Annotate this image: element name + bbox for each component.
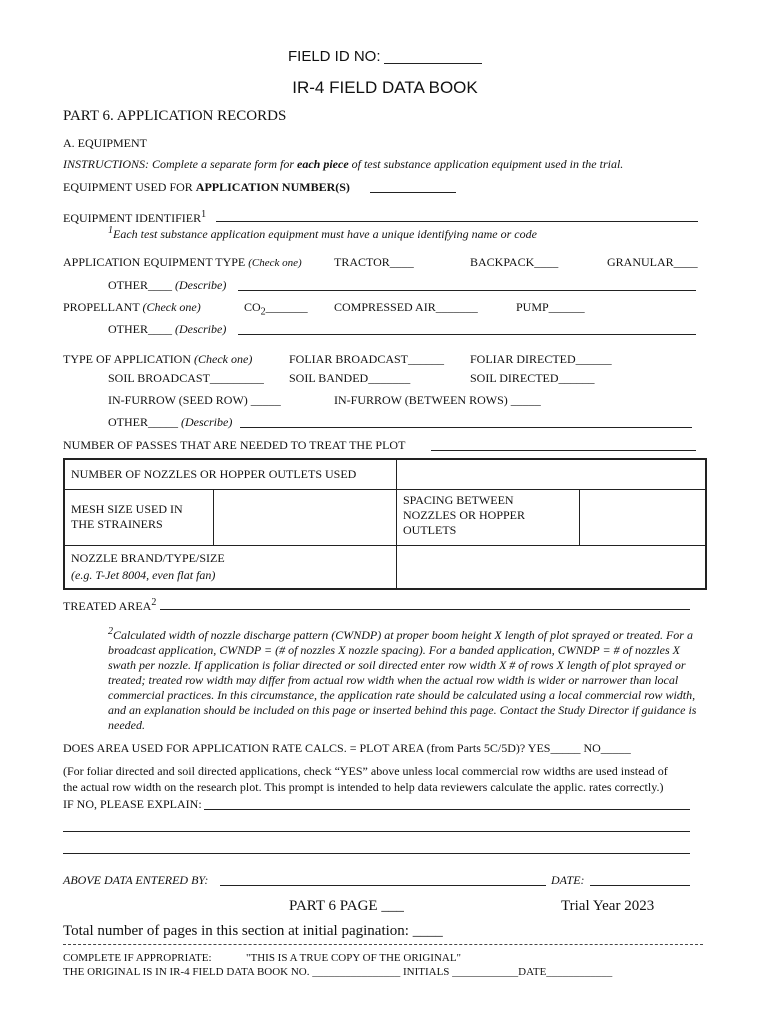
- equipment-identifier-label: EQUIPMENT IDENTIFIER$^1$: [63, 209, 207, 225]
- explain-field-2[interactable]: [63, 831, 690, 832]
- application-number-field[interactable]: [370, 192, 456, 193]
- equipment-other-describe-field[interactable]: [238, 290, 696, 291]
- nozzles-label-cell: NUMBER OF NOZZLES OR HOPPER OUTLETS USED: [64, 459, 397, 489]
- propellant-other-option[interactable]: OTHER____ (Describe): [108, 322, 227, 336]
- entered-by-field[interactable]: [220, 885, 546, 886]
- tractor-option[interactable]: TRACTOR____: [334, 255, 414, 269]
- above-data-entered-label: ABOVE DATA ENTERED BY:: [63, 873, 209, 887]
- field-id-input-line[interactable]: [384, 63, 482, 64]
- explain-field-3[interactable]: [63, 853, 690, 854]
- footnote-2: $^2$Calculated width of nozzle discharge pattern (CWNDP) at proper boom height X length of plot sprayed or treated. For a broadcast application, CWNDP = (# of nozzles X nozzle spacing). For a banded application, CWNDP = # of nozzles X swath per nozzle. If application is foliar directed or soil directed enter row width X # of rows X length of plot sprayed or treated; treated row width may differ from actual row width when the actual row width is wider or narrower than local commercial practices. In this circumstance, the application rate should be calculated using a local commercial row width, and an explanation should be included on this page or inserted behind this page. Contact the Study Director if guidance is needed.: [108, 626, 697, 732]
- explain-field-1[interactable]: [204, 809, 690, 810]
- nozzles-input-cell[interactable]: [397, 459, 707, 489]
- footnote-1: $^1$Each test substance application equipment must have a unique identifying name or code: [108, 225, 537, 241]
- nozzle-brand-label-cell: NOZZLE BRAND/TYPE/SIZE (e.g. T-Jet 8004, even flat fan): [64, 545, 397, 589]
- book-title: IR-4 FIELD DATA BOOK: [292, 78, 478, 97]
- true-copy-text: "THIS IS A TRUE COPY OF THE ORIGINAL": [246, 952, 462, 964]
- soil-broadcast-option[interactable]: SOIL BROADCAST_________: [108, 371, 264, 385]
- treated-area-field[interactable]: [160, 609, 690, 610]
- propellant-label: PROPELLANT (Check one): [63, 300, 201, 314]
- trial-year: Trial Year 2023: [561, 898, 655, 914]
- granular-option[interactable]: GRANULAR____: [607, 255, 698, 269]
- backpack-option[interactable]: BACKPACK____: [470, 255, 559, 269]
- foliar-broadcast-option[interactable]: FOLIAR BROADCAST______: [289, 352, 445, 366]
- pump-option[interactable]: PUMP______: [516, 300, 585, 314]
- equipment-other-option[interactable]: OTHER____ (Describe): [108, 278, 227, 292]
- if-no-label: IF NO, PLEASE EXPLAIN:: [63, 797, 202, 811]
- part-page[interactable]: PART 6 PAGE ___: [289, 898, 404, 914]
- propellant-other-describe-field[interactable]: [238, 334, 696, 335]
- area-question[interactable]: DOES AREA USED FOR APPLICATION RATE CALCS. = PLOT AREA (from Parts 5C/5D)? YES_____ NO_____: [63, 741, 631, 755]
- co2-option[interactable]: $CO_2\_\_\_\_\_\_\_$: [244, 300, 308, 318]
- foliar-note-line-2: the actual row width on the research plot. This prompt is intended to help data reviewers calculate the applic. rates correctly.): [63, 780, 664, 794]
- foliar-directed-option[interactable]: FOLIAR DIRECTED______: [470, 352, 612, 366]
- divider: [63, 944, 703, 945]
- complete-if-appropriate: COMPLETE IF APPROPRIATE:: [63, 952, 212, 964]
- passes-label: NUMBER OF PASSES THAT ARE NEEDED TO TREAT THE PLOT: [63, 438, 406, 452]
- soil-directed-option[interactable]: SOIL DIRECTED______: [470, 371, 595, 385]
- soil-banded-option[interactable]: SOIL BANDED_______: [289, 371, 411, 385]
- nozzle-brand-input-cell[interactable]: [397, 545, 707, 589]
- foliar-note-line-1: (For foliar directed and soil directed applications, check “YES” above unless local commercial row widths are used instead of: [63, 764, 668, 778]
- section-a-heading: A. EQUIPMENT: [63, 136, 147, 150]
- compressed-air-option[interactable]: COMPRESSED AIR_______: [334, 300, 478, 314]
- equipment-used-label: EQUIPMENT USED FOR APPLICATION NUMBER(S): [63, 180, 350, 194]
- app-equipment-type-label: APPLICATION EQUIPMENT TYPE (Check one): [63, 255, 302, 269]
- type-of-application-label: TYPE OF APPLICATION (Check one): [63, 352, 253, 366]
- total-pages[interactable]: Total number of pages in this section at initial pagination: ____: [63, 923, 443, 939]
- spacing-input-cell[interactable]: [580, 489, 707, 545]
- mesh-size-input-cell[interactable]: [214, 489, 397, 545]
- equipment-identifier-field[interactable]: [216, 221, 698, 222]
- date-label: DATE:: [551, 873, 585, 887]
- instructions: INSTRUCTIONS: Complete a separate form for each piece of test substance application equipment used in the trial.: [63, 157, 624, 171]
- original-location[interactable]: THE ORIGINAL IS IN IR-4 FIELD DATA BOOK NO. ________________ INITIALS ____________DATE____________: [63, 966, 613, 978]
- in-furrow-between-option[interactable]: IN-FURROW (BETWEEN ROWS) _____: [334, 393, 541, 407]
- application-other-describe-field[interactable]: [240, 427, 692, 428]
- equipment-table: [63, 458, 707, 590]
- in-furrow-seed-option[interactable]: IN-FURROW (SEED ROW) _____: [108, 393, 281, 407]
- spacing-label-cell: SPACING BETWEEN NOZZLES OR HOPPER OUTLETS: [397, 489, 580, 545]
- part-title: PART 6. APPLICATION RECORDS: [63, 108, 287, 124]
- application-other-option[interactable]: OTHER_____ (Describe): [108, 415, 233, 429]
- date-field[interactable]: [590, 885, 690, 886]
- passes-field[interactable]: [431, 450, 696, 451]
- treated-area-label: TREATED AREA$^2$: [63, 597, 157, 613]
- field-id-label: FIELD ID NO:: [288, 48, 381, 65]
- mesh-size-label-cell: MESH SIZE USED IN THE STRAINERS: [64, 489, 214, 545]
